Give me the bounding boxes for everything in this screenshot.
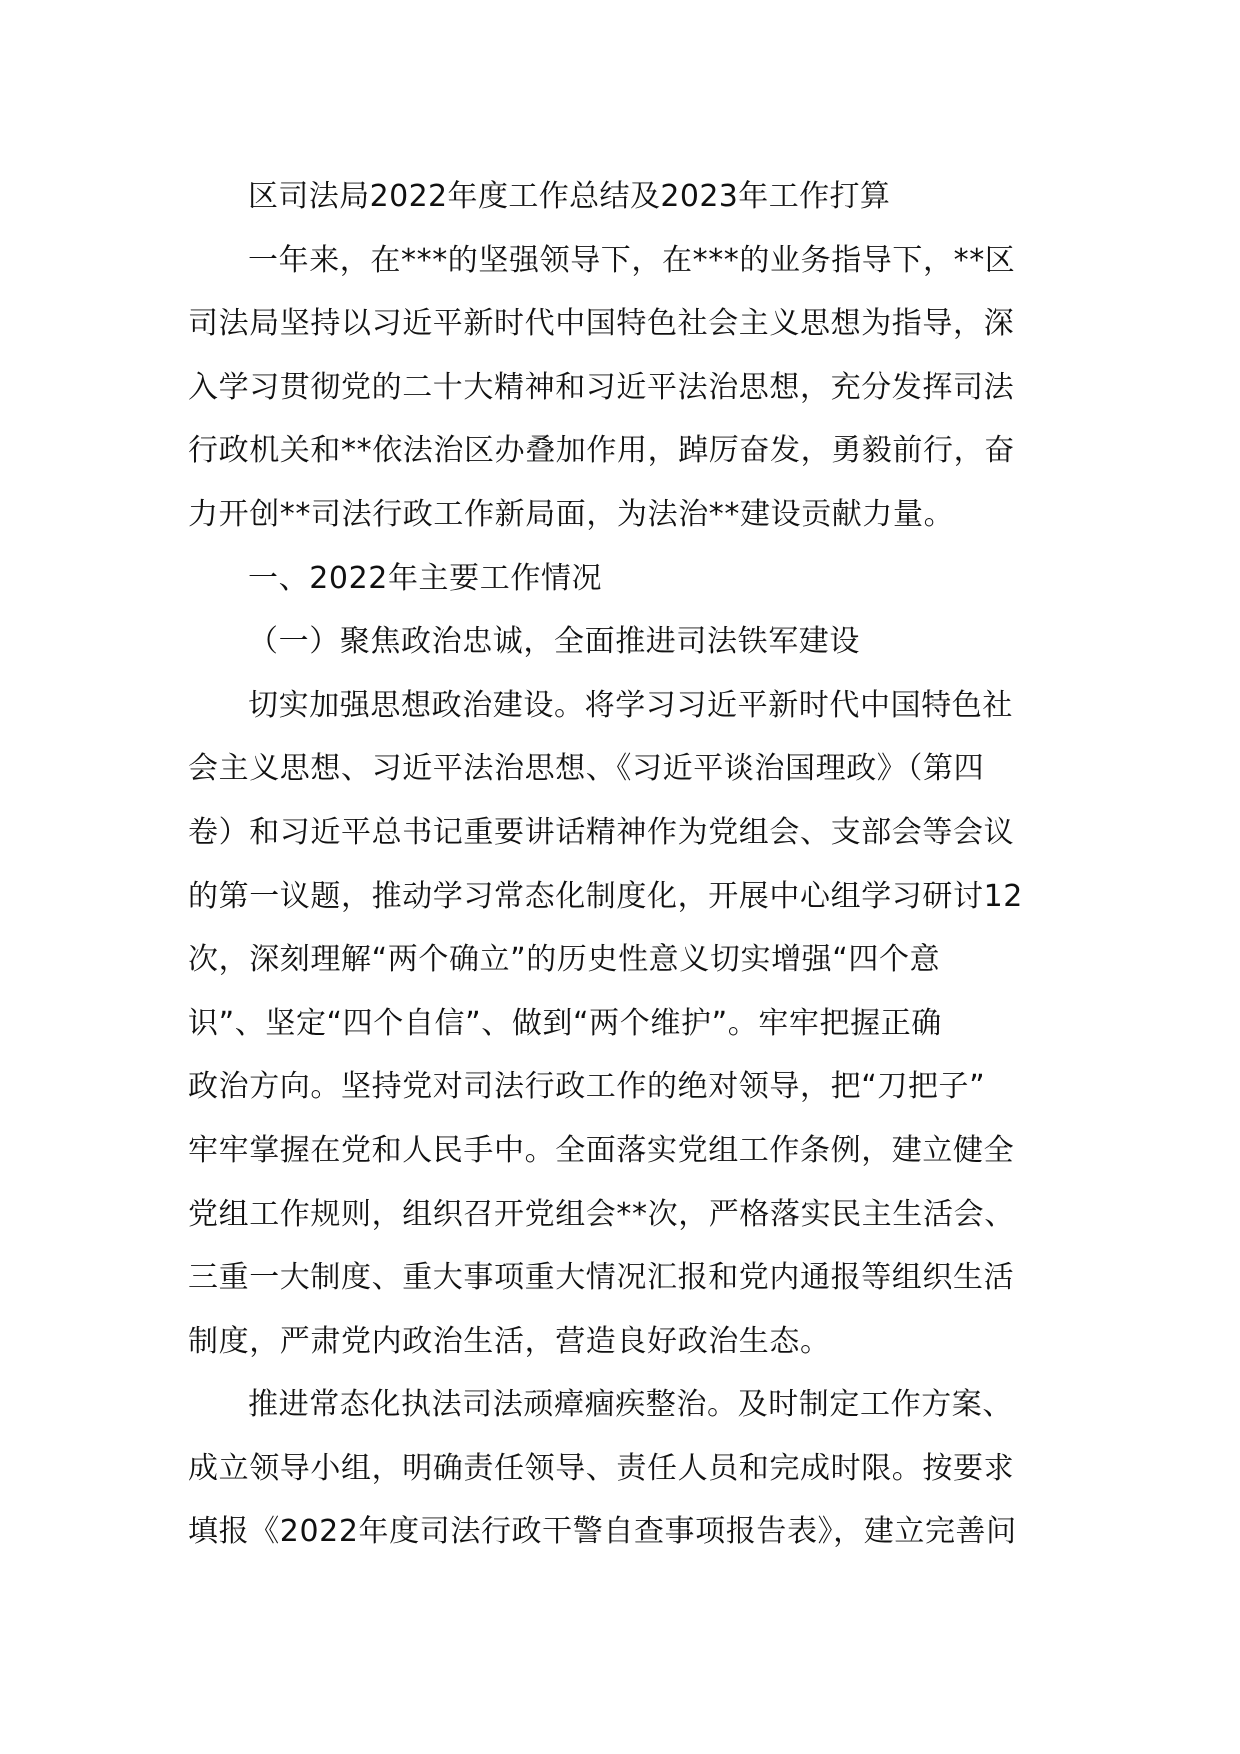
paragraph2-line: 推进常态化执法司法顽瘴痼疾整治。及时制定工作方案、: [248, 1387, 1013, 1423]
paragraph1-line: 三重一大制度、重大事项重大情况汇报和党内通报等组织生活: [188, 1260, 1015, 1296]
intro-line: 力开创**司法行政工作新局面，为法治**建设贡献力量。: [188, 496, 955, 532]
paragraph1-line: 制度，严肃党内政治生活，营造良好政治生态。: [188, 1323, 831, 1359]
paragraph1-line: 政治方向。坚持党对司法行政工作的绝对领导，把“刀把子”: [188, 1069, 986, 1105]
document-body: [188, 165, 1058, 1564]
paragraph1-line: 识”、坚定“四个自信”、做到“两个维护”。牢牢把握正确: [188, 1005, 942, 1041]
intro-line: 行政机关和**依法治区办叠加作用，踔厉奋发，勇毅前行，奋: [188, 433, 1015, 469]
paragraph2-line: 成立领导小组，明确责任领导、责任人员和完成时限。按要求: [188, 1450, 1015, 1486]
intro-line: 入学习贯彻党的二十大精神和习近平法治思想，充分发挥司法: [188, 369, 1015, 405]
section-heading: 一、2022年主要工作情况: [248, 560, 603, 596]
paragraph1-line: 次，深刻理解“两个确立”的历史性意义切实增强“四个意: [188, 942, 941, 978]
paragraph1-line: 牢牢掌握在党和人民手中。全面落实党组工作条例，建立健全: [188, 1132, 1015, 1168]
paragraph1-line: 切实加强思想政治建设。将学习习近平新时代中国特色社: [248, 687, 1013, 723]
paragraph2-line: 填报《2022年度司法行政干警自查事项报告表》，建立完善问: [188, 1514, 1017, 1550]
document-title: 区司法局2022年度工作总结及2023年工作打算: [248, 179, 891, 214]
subsection-heading: （一）聚焦政治忠诚，全面推进司法铁军建设: [248, 624, 860, 660]
paragraph1-line: 卷）和习近平总书记重要讲话精神作为党组会、支部会等会议: [188, 814, 1015, 850]
paragraph1-line: 的第一议题，推动学习常态化制度化，开展中心组学习研讨12: [188, 878, 1023, 914]
paragraph1-line: 党组工作规则，组织召开党组会**次，严格落实民主生活会、: [188, 1196, 1015, 1232]
paragraph1-line: 会主义思想、习近平法治思想、《习近平谈治国理政》（第四: [188, 751, 985, 787]
intro-line: 司法局坚持以习近平新时代中国特色社会主义思想为指导，深: [188, 306, 1015, 342]
intro-line: 一年来，在***的坚强领导下，在***的业务指导下，**区: [248, 242, 1016, 278]
